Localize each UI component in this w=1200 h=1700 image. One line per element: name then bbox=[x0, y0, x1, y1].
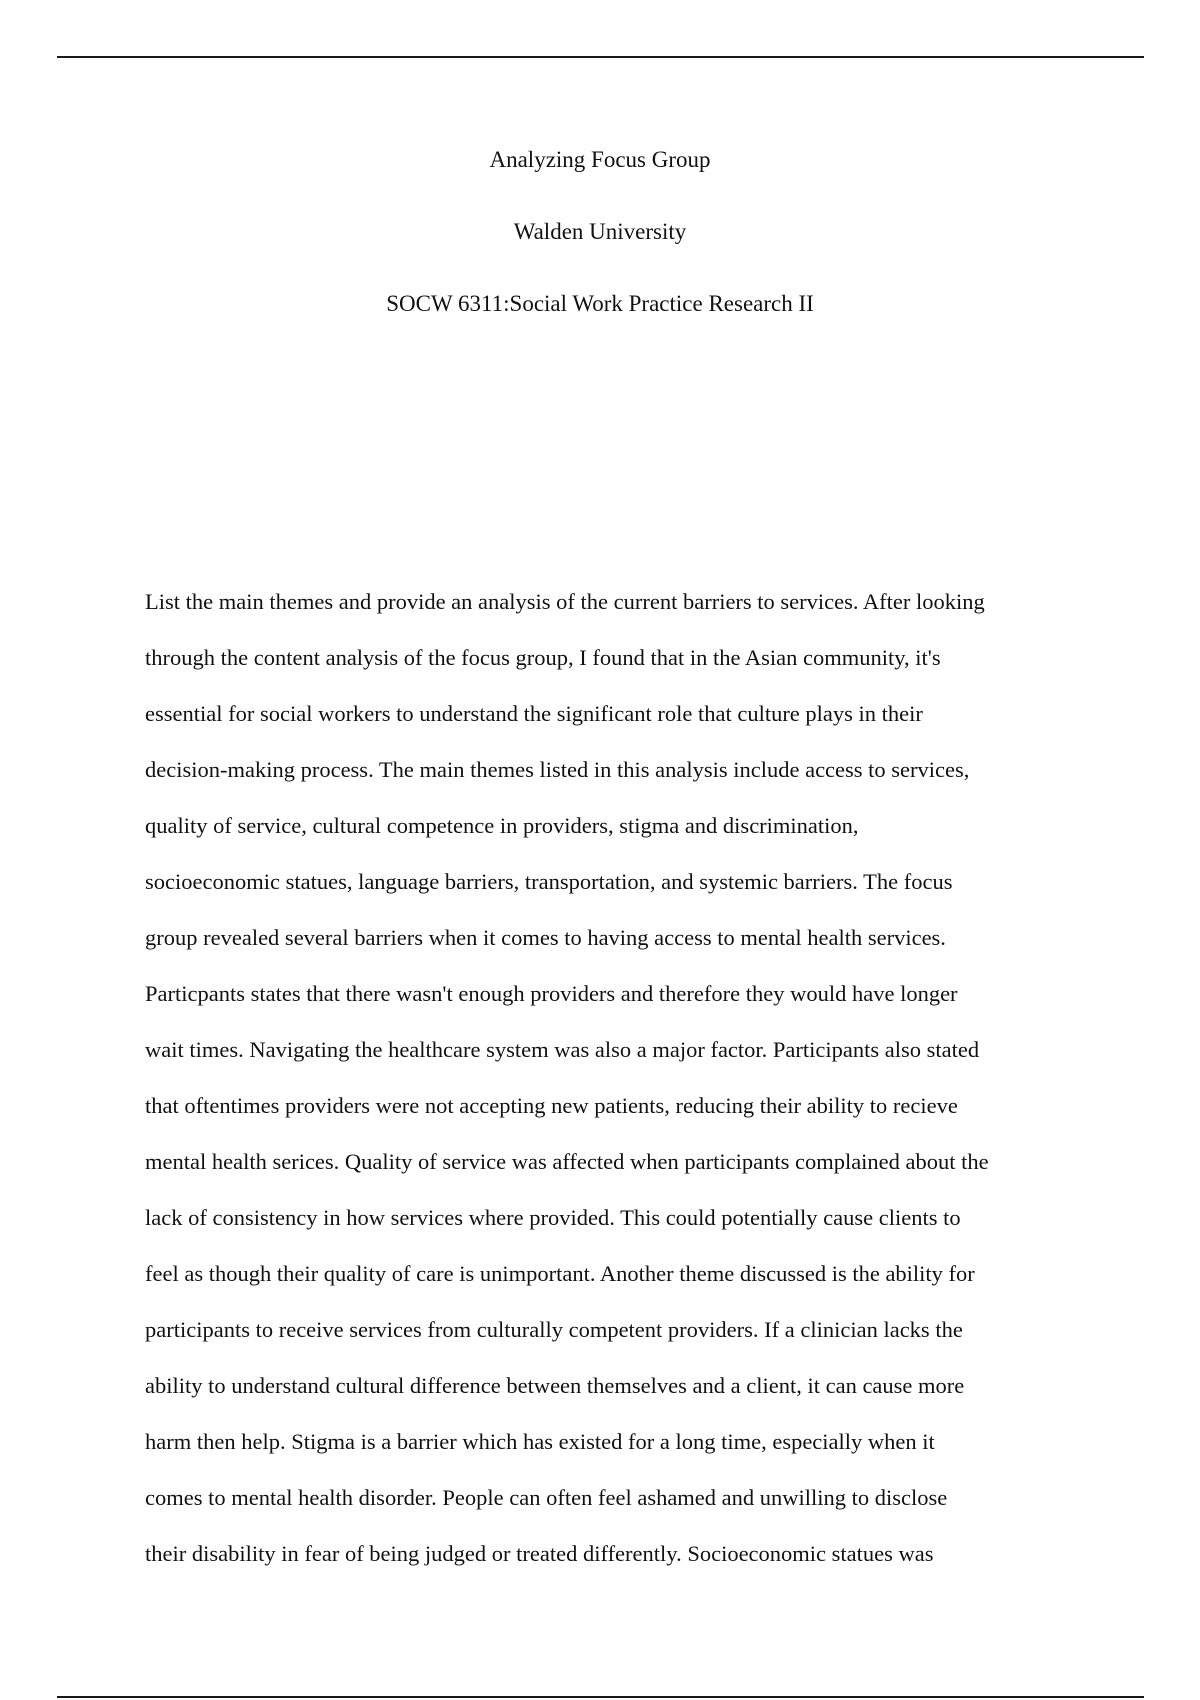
institution-name: Walden University bbox=[513, 219, 687, 244]
body-line: lack of consistency in how services where provided. This could potentially cause clients to bbox=[145, 1205, 961, 1230]
bottom-divider bbox=[57, 1696, 1144, 1698]
body-line: mental health serices. Quality of service was affected when participants complained about the bbox=[145, 1149, 989, 1174]
body-line: their disability in fear of being judged or treated differently. Socioeconomic statues was bbox=[145, 1541, 934, 1566]
body-line: decision-making process. The main themes listed in this analysis include access to services, bbox=[145, 757, 970, 782]
body-line: group revealed several barriers when it comes to having access to mental health services. bbox=[145, 925, 946, 950]
title-block bbox=[0, 143, 1200, 359]
body-line: wait times. Navigating the healthcare system was also a major factor. Participants also stated bbox=[145, 1037, 980, 1062]
body-line: quality of service, cultural competence in providers, stigma and discrimination, bbox=[145, 813, 859, 838]
body-line: socioeconomic statues, language barriers, transportation, and systemic barriers. The focus bbox=[145, 869, 953, 894]
body-line: ability to understand cultural difference between themselves and a client, it can cause more bbox=[145, 1373, 965, 1398]
body-line: Particpants states that there wasn't enough providers and therefore they would have longer bbox=[145, 981, 958, 1006]
body-line: comes to mental health disorder. People can often feel ashamed and unwilling to disclose bbox=[145, 1485, 948, 1510]
body-paragraph bbox=[145, 574, 1065, 1582]
course-name: SOCW 6311:Social Work Practice Research II bbox=[386, 291, 814, 316]
top-divider bbox=[57, 56, 1144, 58]
body-line: essential for social workers to understand the significant role that culture plays in their bbox=[145, 701, 923, 726]
body-line: feel as though their quality of care is unimportant. Another theme discussed is the ability for bbox=[145, 1261, 975, 1286]
body-line: List the main themes and provide an analysis of the current barriers to services. After looking bbox=[145, 589, 985, 614]
body-line: through the content analysis of the focus group, I found that in the Asian community, it's bbox=[145, 645, 941, 670]
body-line: participants to receive services from culturally competent providers. If a clinician lacks the bbox=[145, 1317, 963, 1342]
document-title: Analyzing Focus Group bbox=[489, 147, 711, 172]
body-line: harm then help. Stigma is a barrier which has existed for a long time, especially when it bbox=[145, 1429, 935, 1454]
body-line: that oftentimes providers were not accepting new patients, reducing their ability to recieve bbox=[145, 1093, 958, 1118]
